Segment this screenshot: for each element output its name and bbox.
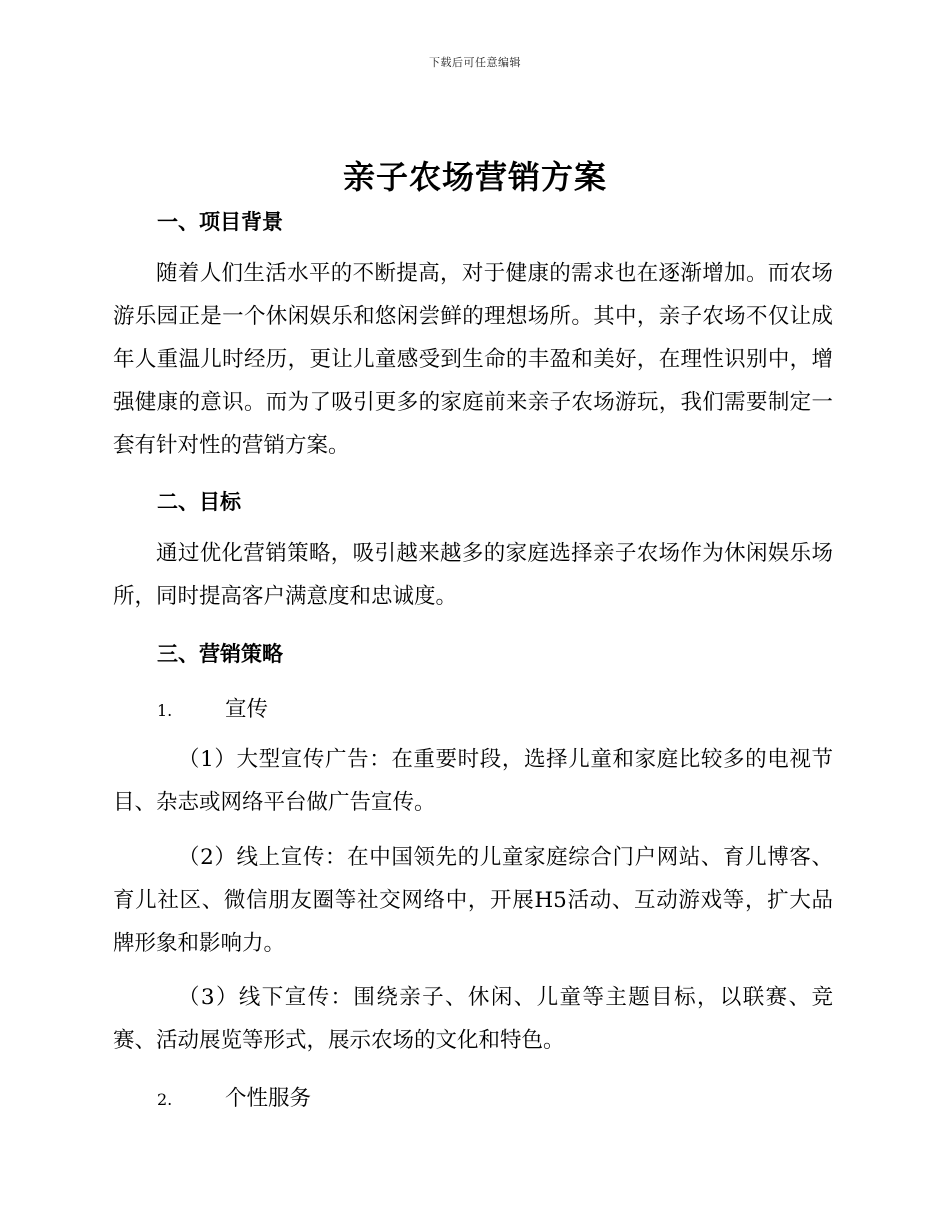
list-item-label: 宣传 [225,697,269,722]
sub-paragraph-offline: （3）线下宣传：围绕亲子、休闲、儿童等主题目标，以联赛、竞赛、活动展览等形式，展示农场的文化和特色。 [113,985,833,1053]
section-heading-background: 一、项目背景 [157,210,283,234]
list-item-number: 1. [157,701,173,720]
paragraph-goal: 通过优化营销策略，吸引越来越多的家庭选择亲子农场作为休闲娱乐场所，同时提高客户满意度和忠诚度。 [113,541,833,609]
paragraph-background: 随着人们生活水平的不断提高，对于健康的需求也在逐渐增加。而农场游乐园正是一个休闲娱乐和悠闲尝鲜的理想场所。其中，亲子农场不仅让成年人重温儿时经历，更让儿童感受到生命的丰盈和美好，在理性识别中，增强健康的意识。而为了吸引更多的家庭前来亲子农场游玩，我们需要制定一套有针对性的营销方案。 [113,261,833,458]
list-item-publicity [157,692,268,723]
sub-paragraph-online: （2）线上宣传：在中国领先的儿童家庭综合门户网站、育儿博客、育儿社区、微信朋友圈等社交网络中，开展H5活动、互动游戏等，扩大品牌形象和影响力。 [113,845,833,956]
list-item-number: 2. [157,1090,173,1109]
header-note: 下载后可任意编辑 [429,56,521,69]
section-heading-strategy: 三、营销策略 [157,642,283,666]
section-heading-goal: 二、目标 [157,490,241,514]
document-title: 亲子农场营销方案 [342,158,607,196]
list-item-label: 个性服务 [225,1086,312,1111]
sub-paragraph-ads: （1）大型宣传广告：在重要时段，选择儿童和家庭比较多的电视节目、杂志或网络平台做广告宣传。 [113,747,833,815]
list-item-personal-service [157,1081,311,1112]
